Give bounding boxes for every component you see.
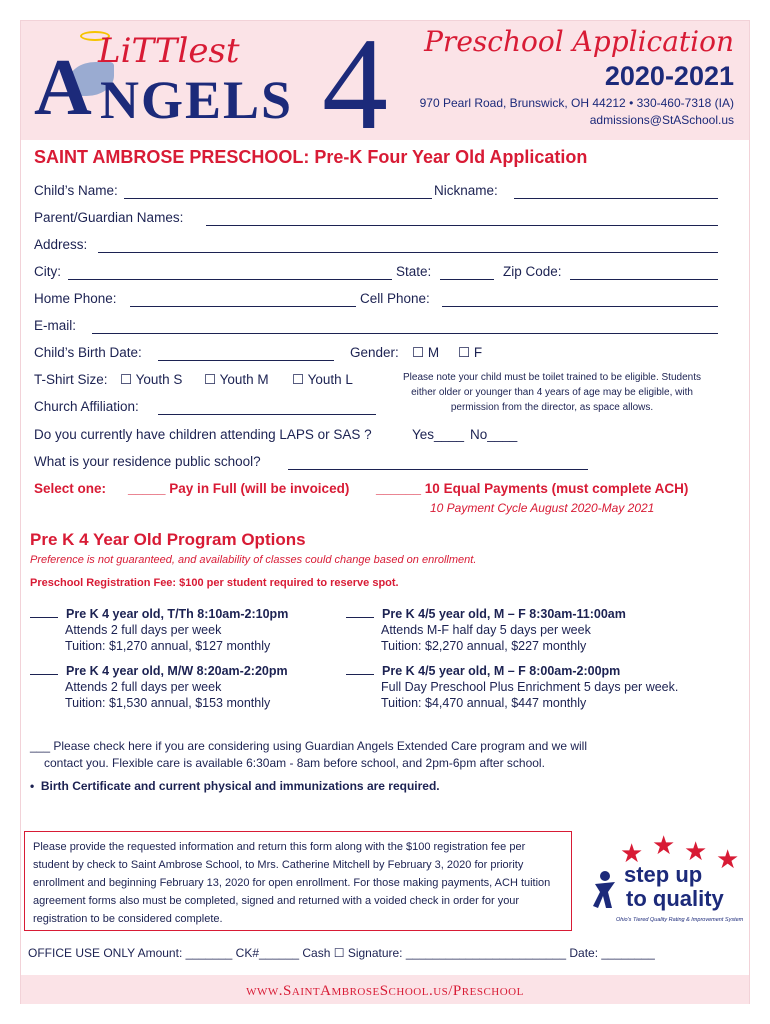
registration-fee: Preschool Registration Fee: $100 per student required to reserve spot. (30, 577, 399, 589)
birth-date-label: Child’s Birth Date: (34, 345, 142, 360)
birth-cert-text: Birth Certificate and current physical and immunizations are required. (40, 779, 440, 793)
child-figure-icon (592, 870, 618, 910)
city-label: City: (34, 264, 61, 279)
public-school-label: What is your residence public school? (34, 454, 261, 469)
programs-preference: Preference is not guaranteed, and availability of classes could change based on enrollment. (30, 554, 477, 566)
to-quality-text: to quality (626, 886, 724, 911)
email-label: E-mail: (34, 318, 77, 333)
gender-label: Gender: (350, 345, 399, 360)
school-email: admissions@StASchool.us (589, 113, 734, 127)
program-title: Pre K 4/5 year old, M – F 8:30am-11:00am (382, 607, 626, 621)
state-field[interactable] (440, 266, 494, 280)
eligibility-note: Please note your child must be toilet trained to be eligible. Students either older or younger than 4 years of age may be eligible, with permission from the director, as space allows. (403, 372, 701, 413)
gender-f-label: F (473, 345, 483, 360)
nickname-label: Nickname: (434, 183, 498, 198)
address-field[interactable] (98, 239, 718, 253)
gender-f-option[interactable]: ☐ F (458, 345, 483, 360)
zip-field[interactable] (570, 266, 718, 280)
gender-m-option[interactable]: ☐ M (412, 345, 440, 360)
pay-ten-option[interactable]: ______ 10 Equal Payments (must complete ACH) (376, 481, 689, 496)
star-icon: ★ (652, 830, 676, 860)
step-up-to-quality-logo (586, 830, 746, 930)
pay-full-option[interactable]: _____ Pay in Full (will be invoiced) (128, 481, 350, 496)
gender-m-label: M (427, 345, 440, 360)
state-label: State: (396, 264, 432, 279)
programs-heading: Pre K 4 Year Old Program Options (30, 530, 306, 549)
birth-cert-note (30, 778, 440, 794)
program-option-1[interactable] (30, 606, 288, 654)
logo-littlest: LiTTlest (98, 31, 240, 71)
website-link[interactable]: www.SaintAmbroseSchool.us/Preschool (246, 983, 524, 999)
cell-phone-field[interactable] (442, 293, 718, 307)
cell-phone-label: Cell Phone: (360, 291, 430, 306)
option-checkline[interactable] (346, 606, 374, 618)
school-logo (30, 10, 388, 157)
program-title: Pre K 4/5 year old, M – F 8:00am-2:00pm (382, 664, 621, 678)
public-school-field[interactable] (288, 456, 588, 470)
bullet-icon: • (30, 779, 35, 793)
youth-s-option[interactable]: ☐ Youth S (120, 372, 183, 387)
option-checkline[interactable] (30, 606, 58, 618)
page-title: SAINT AMBROSE PRESCHOOL: Pre-K Four Year Old Application (34, 147, 588, 167)
church-field[interactable] (158, 401, 376, 415)
youth-m-option[interactable]: ☐ Youth M (204, 372, 269, 387)
child-name-label: Child’s Name: (34, 183, 118, 198)
program-title: Pre K 4 year old, M/W 8:20am-2:20pm (66, 664, 288, 678)
step-up-tagline: Ohio's Tiered Quality Rating & Improvement System (616, 917, 744, 923)
program-detail: Attends 2 full days per week (65, 623, 222, 637)
attending-yes[interactable]: Yes____ (412, 427, 465, 442)
email-field[interactable] (92, 320, 718, 334)
app-title: Preschool Application (424, 25, 734, 58)
star-icon: ★ (684, 836, 708, 866)
logo-four: 4 (322, 10, 388, 157)
option-checkline[interactable] (30, 663, 58, 675)
youth-s-label: Youth S (135, 372, 183, 387)
home-phone-field[interactable] (130, 293, 356, 307)
select-one-label: Select one: (34, 481, 107, 496)
extended-care-check[interactable]: ___ Please check here if you are considering using Guardian Angels Extended Care program and we will (30, 739, 587, 753)
attending-question: Do you currently have children attending LAPS or SAS ? (34, 427, 372, 442)
address-label: Address: (34, 237, 88, 252)
zip-label: Zip Code: (503, 264, 562, 279)
tshirt-label: T-Shirt Size: (34, 372, 108, 387)
program-tuition: Tuition: $1,530 annual, $153 monthly (65, 696, 271, 710)
star-icon: ★ (620, 838, 644, 868)
youth-l-label: Youth L (307, 372, 353, 387)
program-option-3[interactable] (30, 663, 288, 711)
program-tuition: Tuition: $2,270 annual, $227 monthly (381, 639, 587, 653)
program-option-2[interactable] (346, 606, 626, 654)
parent-names-field[interactable] (206, 212, 718, 226)
birth-date-field[interactable] (158, 347, 334, 361)
option-checkline[interactable] (346, 663, 374, 675)
program-detail: Full Day Preschool Plus Enrichment 5 days per week. (381, 680, 679, 694)
youth-l-option[interactable]: ☐ Youth L (292, 372, 353, 387)
city-field[interactable] (68, 266, 392, 280)
program-detail: Attends M-F half day 5 days per week (381, 623, 591, 637)
church-label: Church Affiliation: (34, 399, 139, 414)
program-tuition: Tuition: $1,270 annual, $127 monthly (65, 639, 271, 653)
home-phone-label: Home Phone: (34, 291, 117, 306)
program-option-4[interactable] (346, 663, 678, 711)
program-title: Pre K 4 year old, T/Th 8:10am-2:10pm (66, 607, 289, 621)
office-use-only: OFFICE USE ONLY Amount: _______ CK#______ Cash ☐ Signature: ________________________ Date: ________ (28, 946, 655, 960)
school-address: 970 Pearl Road, Brunswick, OH 44212 • 330-460-7318 (IA) (419, 96, 734, 110)
parent-names-label: Parent/Guardian Names: (34, 210, 184, 225)
logo-letter-a: A (34, 44, 92, 132)
extended-care-detail: contact you. Flexible care is available 6:30am - 8am before school, and 2pm-6pm after school. (44, 756, 545, 770)
program-detail: Attends 2 full days per week (65, 680, 222, 694)
return-instructions: Please provide the requested information and return this form along with the $100 registration fee per student by check to Saint Ambrose School, to Mrs. Catherine Mitchell by February 3, 2020 for priority enrollment and beginning February 13, 2020 for open enrollment. For those making payments, ACH tuition agreement forms also must be completed, signed and returned with a voided check in order for your registration to be considered complete. (24, 831, 572, 931)
child-name-field[interactable] (124, 185, 432, 199)
star-icon: ★ (716, 844, 740, 874)
logo-ngels: NGELS (100, 70, 294, 130)
step-up-text: step up (624, 862, 703, 887)
program-tuition: Tuition: $4,470 annual, $447 monthly (381, 696, 587, 710)
attending-no[interactable]: No____ (470, 427, 518, 442)
nickname-field[interactable] (514, 185, 718, 199)
payment-cycle: 10 Payment Cycle August 2020-May 2021 (430, 501, 655, 515)
app-year: 2020-2021 (604, 61, 734, 91)
youth-m-label: Youth M (219, 372, 269, 387)
